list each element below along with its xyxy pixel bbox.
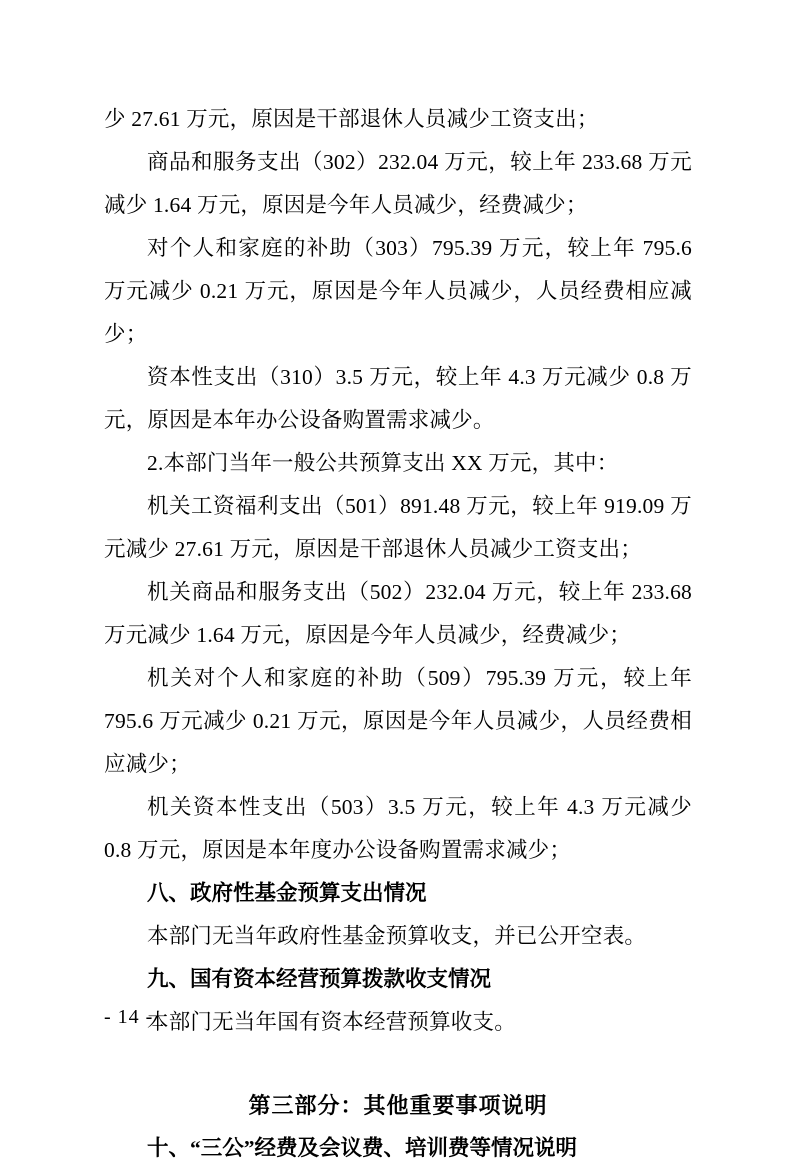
paragraph-agency-salary-welfare: 机关工资福利支出（501）891.48 万元，较上年 919.09 万元减少 27.61 万元，原因是干部退休人员减少工资支出； [104,494,692,561]
paragraph-goods-services-expenditure: 商品和服务支出（302）232.04 万元，较上年 233.68 万元减少 1.64 万元，原因是今年人员减少，经费减少； [104,150,692,217]
paragraph-section-nine-body: 本部门无当年国有资本经营预算收支。 [147,1010,516,1034]
paragraph-individual-family-subsidy: 对个人和家庭的补助（303）795.39 万元，较上年 795.6 万元减少 0.21 万元，原因是今年人员减少，人员经费相应减少； [104,236,692,346]
paragraph-capital-expenditure: 资本性支出（310）3.5 万元，较上年 4.3 万元减少 0.8 万元，原因是本年办公设备购置需求减少。 [104,365,692,432]
part-three-title: 第三部分：其他重要事项说明 [248,1093,548,1118]
paragraph-agency-goods-services: 机关商品和服务支出（502）232.04 万元，较上年 233.68 万元减少 1.64 万元，原因是今年人员减少，经费减少； [104,580,692,647]
paragraph-continuation: 少 27.61 万元，原因是干部退休人员减少工资支出； [104,107,599,131]
paragraph-general-public-budget-expenditure: 2.本部门当年一般公共预算支出 XX 万元，其中： [147,451,619,475]
paragraph-section-eight-body: 本部门无当年政府性基金预算收支，并已公开空表。 [147,924,647,948]
paragraph-agency-capital-expenditure: 机关资本性支出（503）3.5 万元，较上年 4.3 万元减少 0.8 万元，原因是本年度办公设备购置需求减少； [104,795,692,862]
heading-section-nine: 九、国有资本经营预算拨款收支情况 [147,967,492,991]
heading-section-ten: 十、“三公”经费及会议费、培训费等情况说明 [147,1136,578,1160]
paragraph-agency-individual-family-subsidy: 机关对个人和家庭的补助（509）795.39 万元，较上年 795.6 万元减少 0.21 万元，原因是今年人员减少，人员经费相应减少； [104,666,692,776]
page-number: - 14 - [104,1006,154,1028]
section-spacer [104,1044,692,1084]
heading-section-eight: 八、政府性基金预算支出情况 [147,881,427,905]
